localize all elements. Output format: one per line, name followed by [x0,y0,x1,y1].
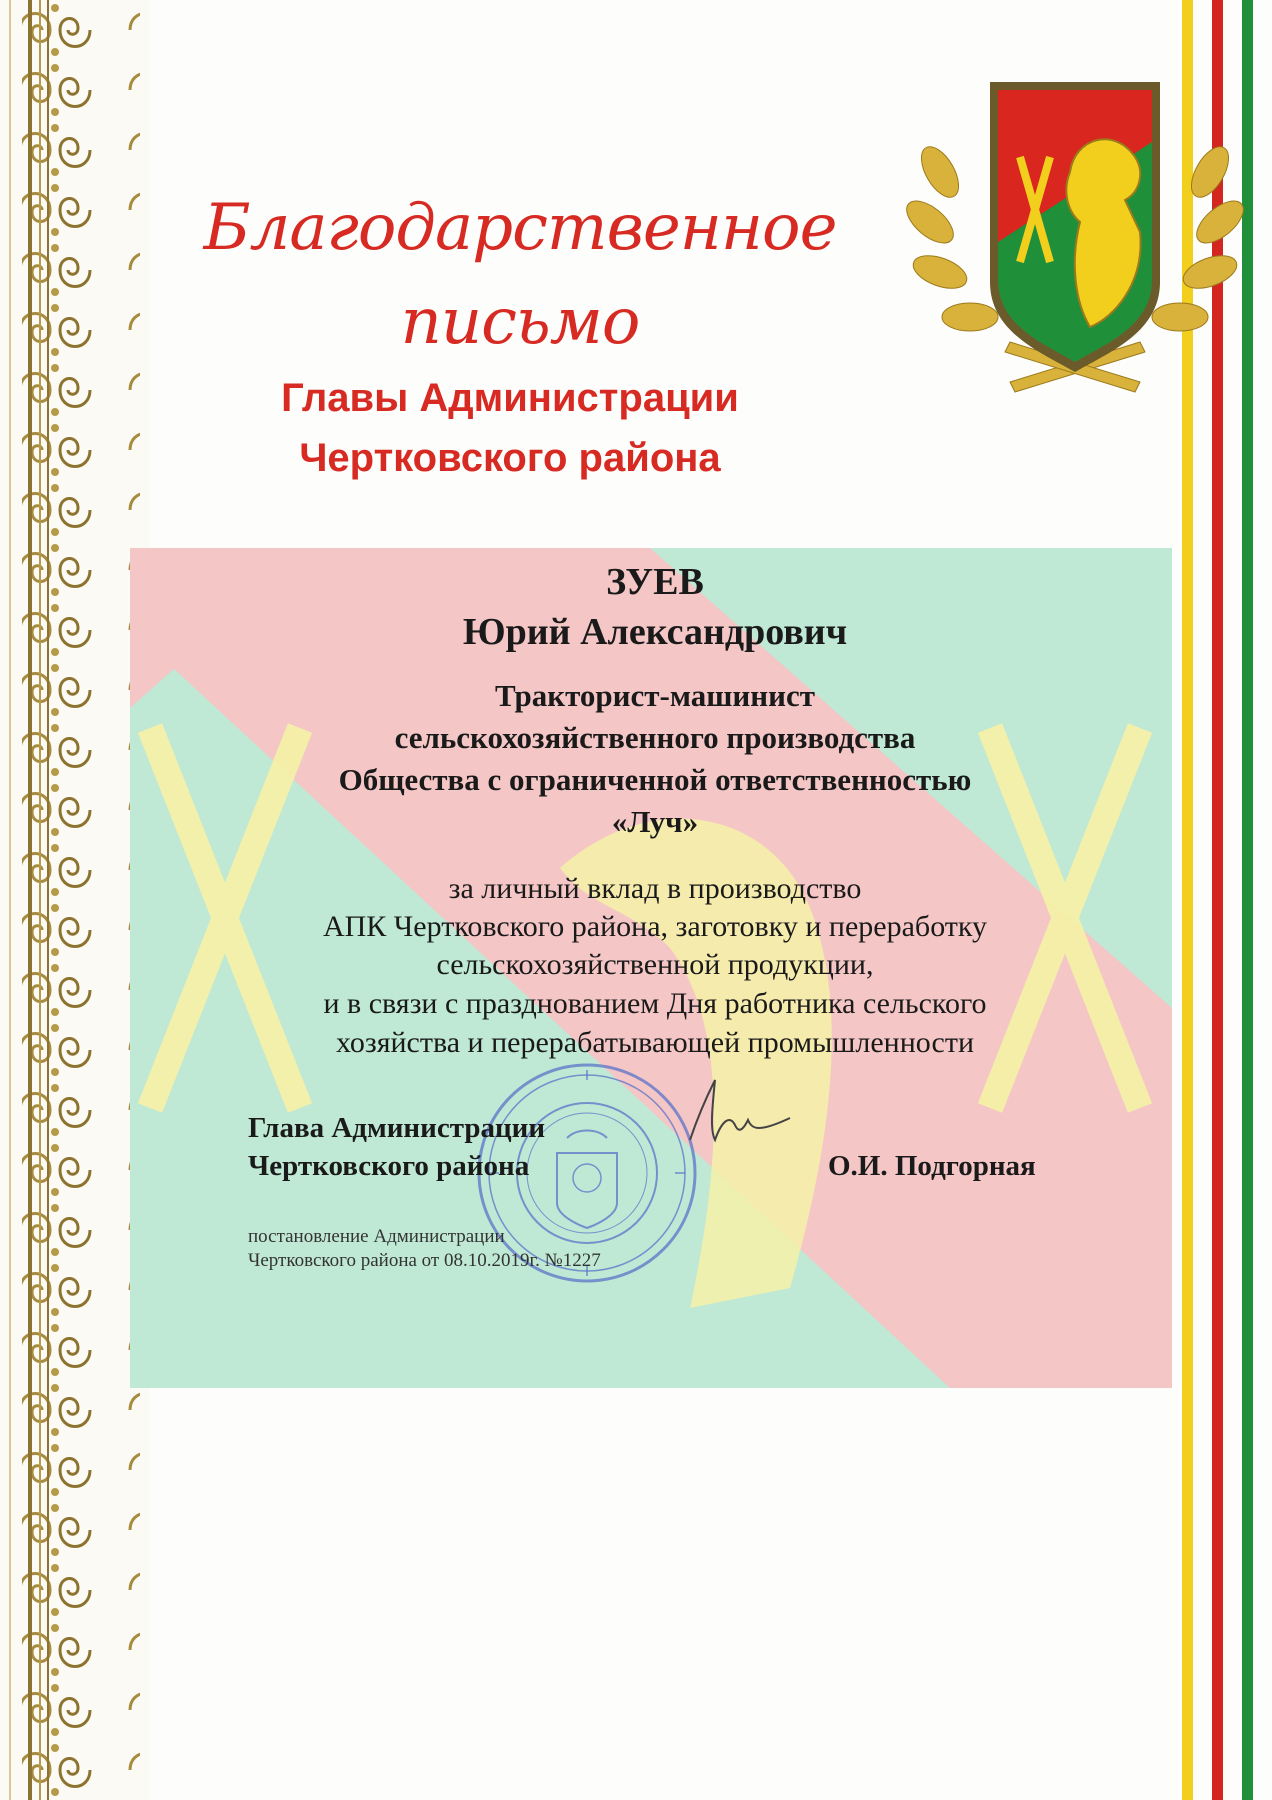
position-line: Общества с ограниченной ответственностью [338,762,972,797]
reason-line: и в связи с празднованием Дня работника сельского [323,987,987,1020]
signatory-title-line-1: Глава Администрации [248,1112,546,1144]
reason-line: хозяйства и перерабатывающей промышленности [335,1026,974,1059]
reason-line: за личный вклад в производство [448,872,862,905]
reason-line: сельскохозяйственной продукции, [436,948,874,981]
position-line: «Луч» [611,804,699,839]
decree-line-1: постановление Администрации [248,1226,505,1247]
reason-line: АПК Чертковского района, заготовку и переработку [322,910,988,943]
subtitle-line-1: Главы Администрации [281,376,739,420]
title-line-2: письмо [400,285,640,359]
title-line-1: Благодарственное [203,191,837,265]
signatory-title-line-2: Чертковского района [248,1150,530,1182]
handwritten-signature [660,1070,800,1160]
recipient-surname: ЗУЕВ [606,561,704,603]
decree-line-2: Чертковского района от 08.10.2019г. №1227 [248,1250,601,1271]
recipient-given-name: Юрий Александрович [462,611,848,653]
signatory-name: О.И. Подгорная [828,1150,1036,1182]
position-line: сельскохозяйственного производства [394,720,916,755]
subtitle-line-2: Чертковского района [299,436,721,480]
ornament-border [0,0,150,1800]
position-line: Тракторист-машинист [495,678,815,713]
coat-of-arms-emblem [900,82,1250,402]
